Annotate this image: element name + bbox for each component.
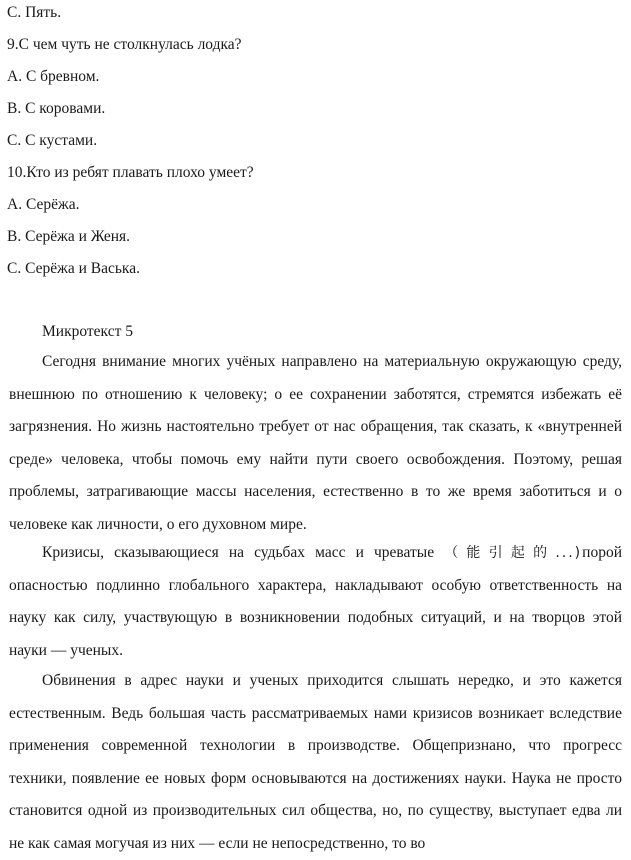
- microtext-paragraph-2: [9, 537, 622, 667]
- question-9: 9.С чем чуть не столкнулась лодка?: [7, 36, 242, 53]
- chinese-gloss: （能引起的...): [444, 545, 583, 561]
- microtext-paragraph-3: Обвинения в адрес науки и ученых приходится слышать нередко, и это кажется естественным. Ведь большая часть рассматриваемых нами кризисов возникает вследствие применения современной технологии в производстве. Общепризнано, что прогресс техники, появление ее новых форм основываются на достижениях науки. Наука не просто становится одной из производительных сил общества, но, по существу, выступает едва ли не как самая могучая из них — если не непосредственно, то во: [9, 672, 622, 852]
- paragraph-2-text-after: порой опасностью подлинно глобального характера, накладывают особую ответственность на науку как силу, участвующую в возникновении подобных ситуаций, и на творцов этой науки — ученых.: [9, 544, 622, 659]
- microtext-paragraph-1: Сегодня внимание многих учёных направлено на материальную окружающую среду, внешнюю по отношению к человеку; о ее сохранении заботятся, стремятся избежать её загрязнения. Но жизнь настоятельно требует от нас обращения, так сказать, к «внутренней среде» человека, чтобы помочь ему найти пути своего освобождения. Поэтому, решая проблемы, затрагивающие массы населения, естественно в то же время заботиться и о человеке как личности, о его духовном мире.: [9, 353, 622, 533]
- question-10: 10.Кто из ребят плавать плохо умеет?: [7, 164, 254, 181]
- question-9-option-a: А. С бревном.: [7, 68, 100, 85]
- question-9-option-c: С. С кустами.: [7, 132, 98, 149]
- answer-option-c-previous: С. Пять.: [7, 4, 62, 21]
- question-9-option-b: В. С коровами.: [7, 100, 106, 117]
- paragraph-2-text-before: Кризисы, сказывающиеся на судьбах масс и чреватые: [42, 544, 445, 561]
- question-10-option-a: А. Серёжа.: [7, 196, 80, 213]
- question-10-option-c: С. Серёжа и Васька.: [7, 260, 140, 277]
- question-10-option-b: В. Серёжа и Женя.: [7, 228, 131, 245]
- microtext-title: Микротекст 5: [42, 323, 133, 340]
